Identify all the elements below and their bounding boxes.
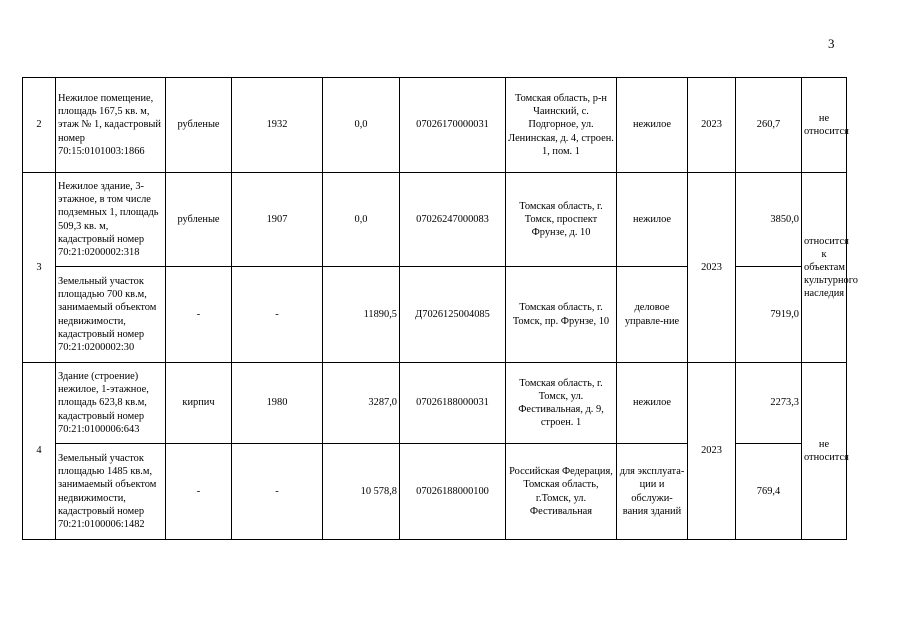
- value: 3850,0: [736, 173, 802, 267]
- value: 7919,0: [736, 267, 802, 363]
- report-year: 2023: [688, 78, 736, 173]
- purpose: нежилое: [617, 363, 688, 444]
- purpose: нежилое: [617, 173, 688, 267]
- registry-code: 07026188000031: [400, 363, 506, 444]
- row-number: 4: [23, 363, 56, 540]
- registry-code: Д7026125004085: [400, 267, 506, 363]
- row-number: 2: [23, 78, 56, 173]
- heritage-status: не относится: [802, 363, 847, 540]
- wall-material: рубленые: [166, 173, 232, 267]
- object-description: Нежилое помещение, площадь 167,5 кв. м, этаж № 1, кадастровый номер 70:15:0101003:1866: [56, 78, 166, 173]
- report-year: 2023: [688, 363, 736, 540]
- purpose: для эксплуата-ции и обслужи-вания зданий: [617, 444, 688, 540]
- land-area: 0,0: [323, 173, 400, 267]
- wall-material: -: [166, 444, 232, 540]
- object-description: Земельный участок площадью 700 кв.м, занимаемый объектом недвижимости, кадастровый номер 70:21:0200002:30: [56, 267, 166, 363]
- address: Российская Федерация, Томская область, г.Томск, ул. Фестивальная: [506, 444, 617, 540]
- row-number: 3: [23, 173, 56, 363]
- purpose: нежилое: [617, 78, 688, 173]
- land-area: 11890,5: [323, 267, 400, 363]
- address: Томская область, г. Томск, ул. Фестивальная, д. 9, строен. 1: [506, 363, 617, 444]
- table-row: [23, 363, 847, 444]
- table-row: [23, 173, 847, 267]
- build-year: 1932: [232, 78, 323, 173]
- wall-material: -: [166, 267, 232, 363]
- land-area: 0,0: [323, 78, 400, 173]
- build-year: -: [232, 444, 323, 540]
- object-description: Нежилое здание, 3-этажное, в том числе подземных 1, площадь 509,3 кв. м, кадастровый номер 70:21:0200002:318: [56, 173, 166, 267]
- registry-code: 07026188000100: [400, 444, 506, 540]
- land-area: 10 578,8: [323, 444, 400, 540]
- wall-material: кирпич: [166, 363, 232, 444]
- value: 260,7: [736, 78, 802, 173]
- purpose: деловое управле-ние: [617, 267, 688, 363]
- value: 2273,3: [736, 363, 802, 444]
- report-year: 2023: [688, 173, 736, 363]
- registry-code: 07026170000031: [400, 78, 506, 173]
- build-year: -: [232, 267, 323, 363]
- value: 769,4: [736, 444, 802, 540]
- property-table: [22, 77, 858, 540]
- build-year: 1980: [232, 363, 323, 444]
- table-row: [23, 78, 847, 173]
- build-year: 1907: [232, 173, 323, 267]
- registry-code: 07026247000083: [400, 173, 506, 267]
- address: Томская область, г. Томск, проспект Фрунзе, д. 10: [506, 173, 617, 267]
- address: Томская область, р-н Чаинский, с. Подгорное, ул. Ленинская, д. 4, строен. 1, пом. 1: [506, 78, 617, 173]
- page-number: 3: [828, 36, 835, 51]
- object-description: Здание (строение) нежилое, 1-этажное, площадь 623,8 кв.м, кадастровый номер 70:21:0100006:643: [56, 363, 166, 444]
- land-area: 3287,0: [323, 363, 400, 444]
- heritage-status: не относится: [802, 78, 847, 173]
- object-description: Земельный участок площадью 1485 кв.м, занимаемый объектом недвижимости, кадастровый номер 70:21:0100006:1482: [56, 444, 166, 540]
- address: Томская область, г. Томск, пр. Фрунзе, 10: [506, 267, 617, 363]
- wall-material: рубленые: [166, 78, 232, 173]
- heritage-status: относится к объектам культурного наследия: [802, 173, 847, 363]
